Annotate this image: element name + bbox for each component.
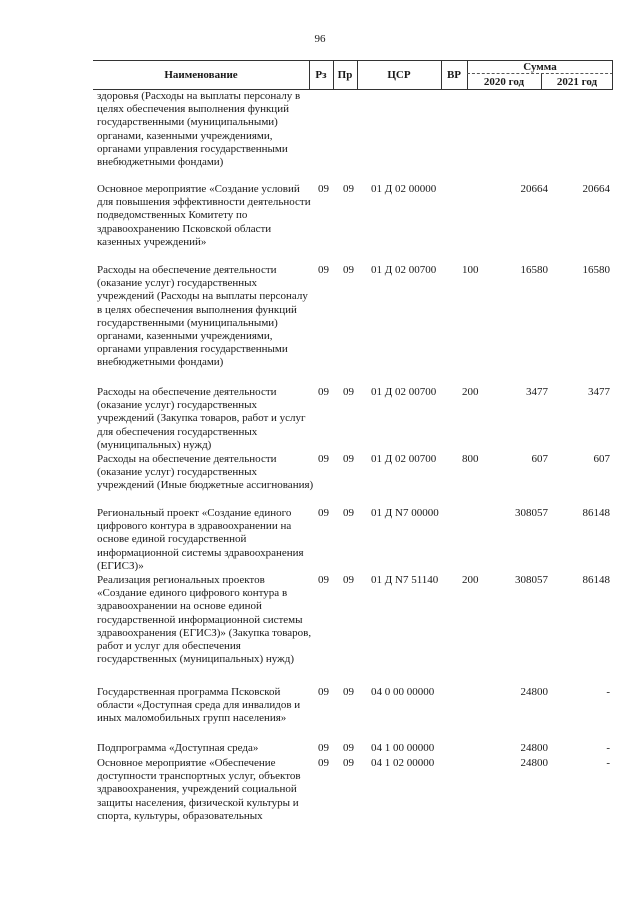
row-sum-2021: 86148 bbox=[582, 507, 610, 519]
row-sum-2021: 3477 bbox=[588, 386, 610, 398]
row-sum-2021: 86148 bbox=[582, 574, 610, 586]
header-vr: ВР bbox=[446, 69, 462, 81]
row-rz: 09 bbox=[318, 574, 329, 586]
row-name: Реализация региональных проектов «Создание единого цифрового контура в здравоохранении на основе единой государственной информационной системы здравоохранения (ЕГИСЗ)» (Закупка товаров, работ и услуг для обеспечения государственных (муниципальных) нужд) bbox=[97, 574, 312, 666]
row-sum-2020: 24800 bbox=[520, 686, 548, 698]
row-sum-2020: 24800 bbox=[520, 742, 548, 754]
row-name: Подпрограмма «Доступная среда» bbox=[97, 742, 259, 754]
row-sum-2020: 16580 bbox=[520, 264, 548, 276]
row-csr: 01 Д 02 00700 bbox=[371, 453, 437, 465]
table-header bbox=[93, 60, 613, 90]
row-rz: 09 bbox=[318, 507, 329, 519]
row-csr: 01 Д 02 00700 bbox=[371, 264, 437, 276]
row-vr: 200 bbox=[462, 574, 479, 586]
row-name: Основное мероприятие «Создание условий для повышения эффективности деятельности подведомственных Комитету по здравоохранению Псковской области казенных учреждений» bbox=[97, 183, 311, 248]
row-pr: 09 bbox=[343, 507, 354, 519]
row-csr: 01 Д 02 00700 bbox=[371, 386, 437, 398]
row-name: Региональный проект «Создание единого цифрового контура в здравоохранении на основе единой государственной информационной системы здравоохранения (ЕГИСЗ)» bbox=[97, 507, 304, 572]
row-name: Государственная программа Псковской области «Доступная среда для инвалидов и иных маломобильных групп населения» bbox=[97, 686, 301, 725]
row-name: Расходы на обеспечение деятельности (оказание услуг) государственных учреждений (Иные бюджетные ассигнования) bbox=[97, 453, 314, 492]
row-csr: 01 Д 02 00000 bbox=[371, 183, 437, 195]
row-sum-2021: 16580 bbox=[582, 264, 610, 276]
row-vr: 100 bbox=[462, 264, 479, 276]
row-csr: 04 1 02 00000 bbox=[371, 757, 435, 769]
row-sum-2021: - bbox=[606, 742, 610, 754]
header-pr: Пр bbox=[337, 69, 353, 81]
row-sum-2020: 24800 bbox=[520, 757, 548, 769]
row-sum-2020: 20664 bbox=[520, 183, 548, 195]
row-sum-2020: 3477 bbox=[526, 386, 548, 398]
row-vr: 800 bbox=[462, 453, 479, 465]
row-csr: 04 1 00 00000 bbox=[371, 742, 435, 754]
header-rz: Рз bbox=[315, 69, 327, 81]
header-2020: 2020 год bbox=[483, 75, 525, 88]
row-rz: 09 bbox=[318, 686, 329, 698]
row-name: Расходы на обеспечение деятельности (оказание услуг) государственных учреждений (Расходы на выплаты персоналу в целях обеспечения выполнения функций государственными (муниципальными) органами, казенными учреждениями, органами управления государственными внебюджетными фондами) bbox=[97, 264, 308, 369]
row-rz: 09 bbox=[318, 264, 329, 276]
row-name: здоровья (Расходы на выплаты персоналу в целях обеспечения выполнения функций государственными (муниципальными) органами, казенными учреждениями, органами управления государственными внебюджетными фондами) bbox=[97, 90, 301, 169]
row-csr: 01 Д N7 51140 bbox=[371, 574, 439, 586]
header-sum: Сумма bbox=[523, 61, 557, 73]
header-name: Наименование bbox=[164, 69, 238, 81]
row-rz: 09 bbox=[318, 757, 329, 769]
row-pr: 09 bbox=[343, 757, 354, 769]
row-name: Расходы на обеспечение деятельности (оказание услуг) государственных учреждений (Закупка товаров, работ и услуг для обеспечения государственных (муниципальных) нужд) bbox=[97, 386, 306, 451]
row-rz: 09 bbox=[318, 742, 329, 754]
row-sum-2020: 607 bbox=[531, 453, 548, 465]
row-pr: 09 bbox=[343, 574, 354, 586]
row-sum-2021: 20664 bbox=[582, 183, 610, 195]
page-number: 96 bbox=[314, 33, 326, 45]
row-csr: 04 0 00 00000 bbox=[371, 686, 435, 698]
row-sum-2021: - bbox=[606, 757, 610, 769]
row-pr: 09 bbox=[343, 742, 354, 754]
row-pr: 09 bbox=[343, 264, 354, 276]
header-csr: ЦСР bbox=[387, 69, 411, 81]
row-pr: 09 bbox=[343, 183, 354, 195]
row-pr: 09 bbox=[343, 453, 354, 465]
row-rz: 09 bbox=[318, 183, 329, 195]
header-divider bbox=[612, 61, 613, 89]
row-vr: 200 bbox=[462, 386, 479, 398]
header-2021: 2021 год bbox=[556, 75, 598, 88]
row-sum-2020: 308057 bbox=[515, 574, 548, 586]
row-rz: 09 bbox=[318, 453, 329, 465]
row-rz: 09 bbox=[318, 386, 329, 398]
row-sum-2021: 607 bbox=[593, 453, 610, 465]
row-name: Основное мероприятие «Обеспечение доступности транспортных услуг, объектов здравоохранения, учреждений социальной защиты населения, физической культуры и спорта, культуры, образовательных bbox=[97, 757, 301, 822]
row-sum-2021: - bbox=[606, 686, 610, 698]
row-pr: 09 bbox=[343, 386, 354, 398]
row-csr: 01 Д N7 00000 bbox=[371, 507, 439, 519]
row-pr: 09 bbox=[343, 686, 354, 698]
row-sum-2020: 308057 bbox=[515, 507, 548, 519]
